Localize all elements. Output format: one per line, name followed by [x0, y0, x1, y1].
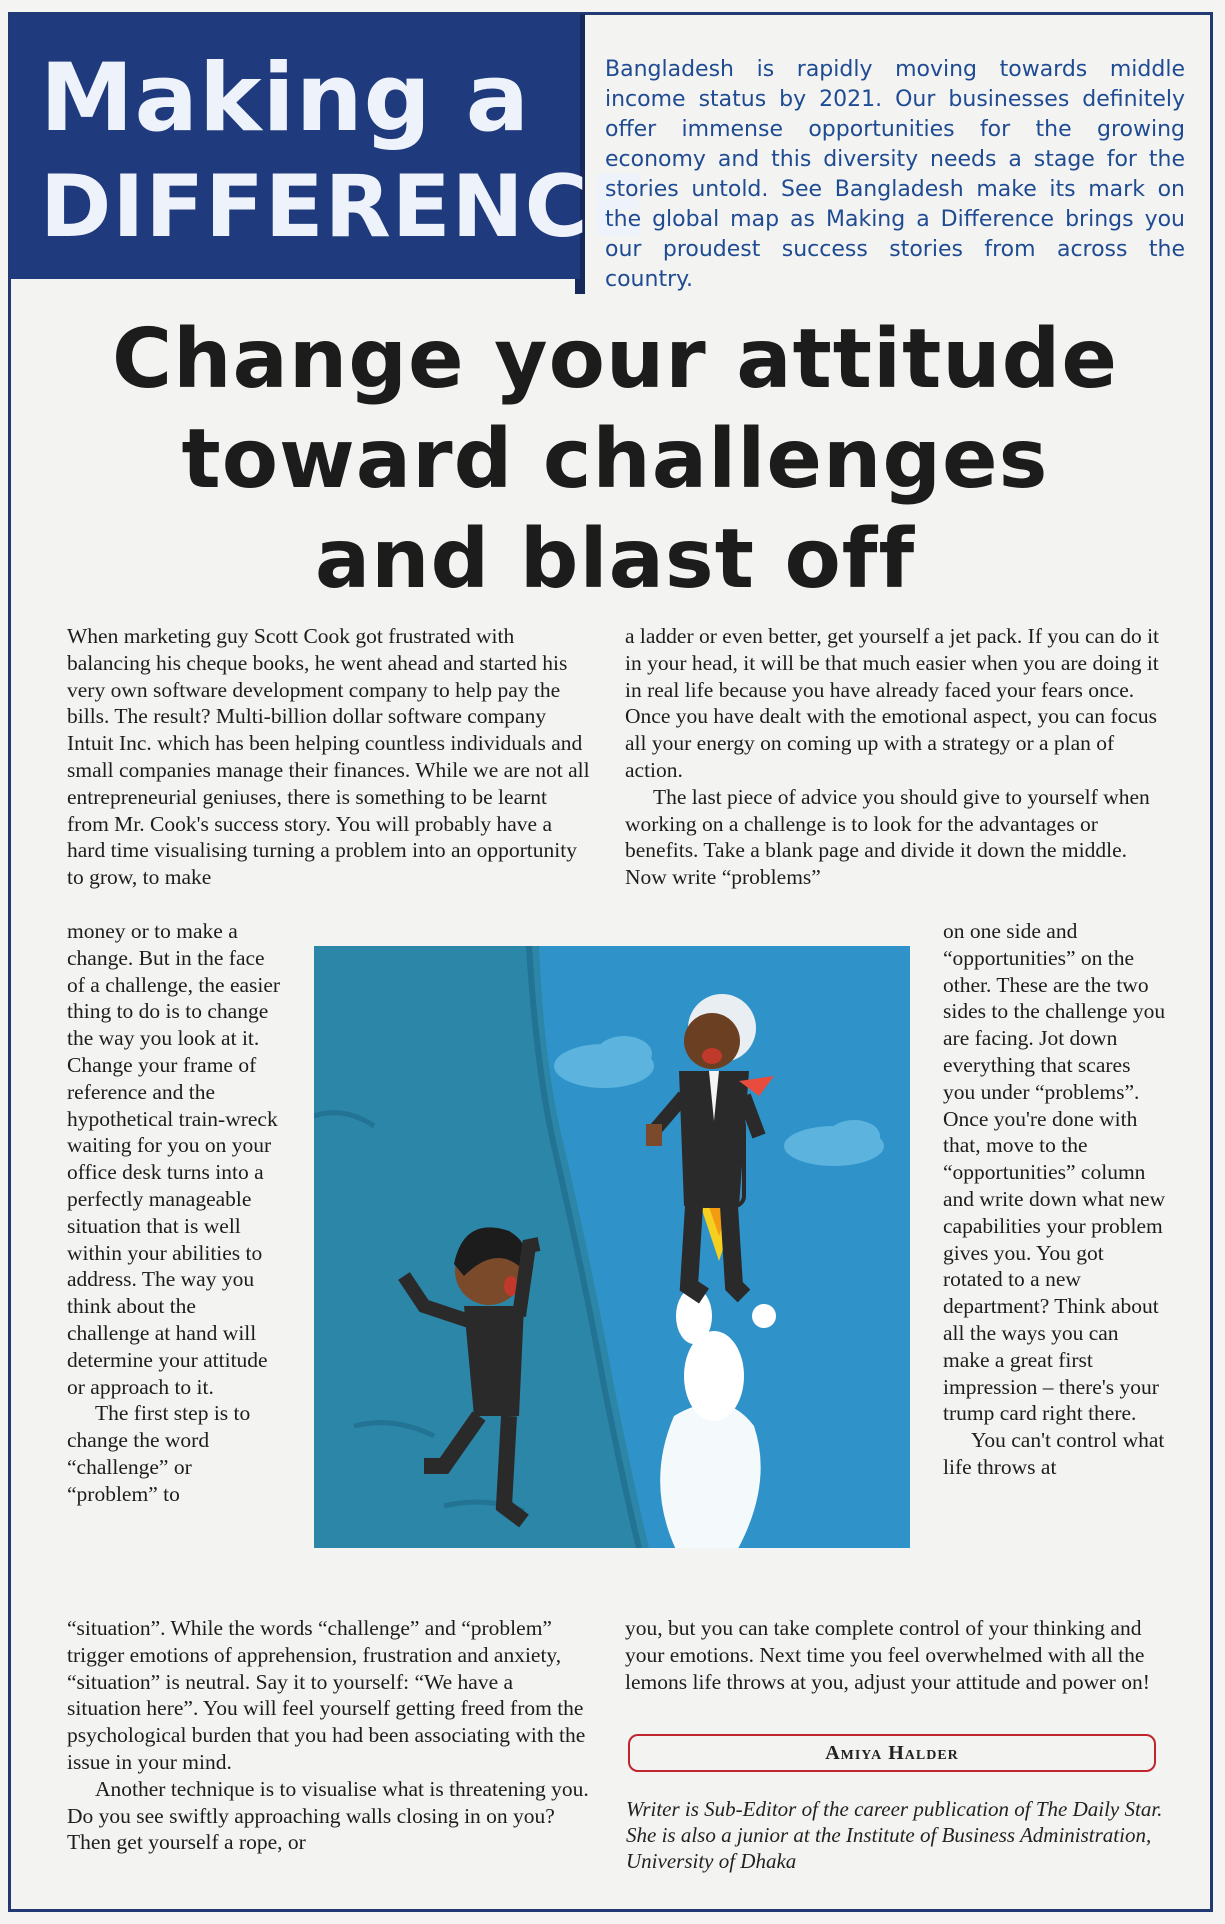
column-right-bottom — [625, 1615, 1160, 1695]
section-intro: Bangladesh is rapidly moving towards middle income status by 2021. Our businesses definitely offer immense opportunities for the growing economy and this diversity needs a stage for the stories untold. See Bangladesh make its mark on the global map as Making a Difference brings you our proudest success stories from across the country. — [605, 57, 1185, 292]
column-left-bottom — [67, 1615, 592, 1856]
author-byline: Amiya Halder — [628, 1734, 1156, 1772]
column-right-wrap — [943, 918, 1168, 1481]
paragraph: “situation”. While the words “challenge” and “problem” trigger emotions of apprehension, frustration and anxiety, “situation” is neutral. Say it to yourself: “We have a situation here”. You will feel yourself getting freed from the psychological burden that you had been associating with the issue in your mind. — [67, 1616, 586, 1774]
paragraph: The last piece of advice you should give to yourself when working on a challenge is to look for the advantages or benefits. Take a blank page and divide it down the middle. Now write “problems” — [625, 784, 1150, 890]
paragraph: The first step is to change the word “challenge” or “problem” to — [67, 1401, 251, 1506]
paragraph: on one side and “opportunities” on the other. These are the two sides to the challenge you are facing. Jot down everything that scares you under “problems”. Once you're done with that, move to the “opportunities” column and write down what new capabilities your problem gives you. You got rotated to a new department? Think about all the ways you can make a great first impression – there's your trump card right there. — [943, 919, 1166, 1426]
illustration-graphic — [314, 946, 910, 1548]
banner-title-line1: Making a — [40, 44, 531, 153]
column-left-top — [67, 623, 592, 891]
headline-line1: Change your attitude — [111, 312, 1118, 407]
paragraph: money or to make a change. But in the face of a challenge, the easier thing to do is to change the way you look at it. Change your frame of reference and the hypothetical train-wreck waiting for you on your office desk turns into a perfectly manageable situation that is well within your abilities to address. The way you think about the challenge at hand will determine your attitude or approach to it. — [67, 919, 281, 1399]
article-headline — [60, 310, 1170, 610]
paragraph: When marketing guy Scott Cook got frustrated with balancing his cheque books, he went ahead and started his very own software development company to help pay the bills. The result? Multi-billion dollar software company Intuit Inc. which has been helping countless individuals and small companies manage their finances. While we are not all entrepreneurial geniuses, there is something to be learnt from Mr. Cook's success story. You will probably have a hard time visualising turning a problem into an opportunity to grow, to make — [67, 624, 590, 890]
author-note: Writer is Sub-Editor of the career publication of The Daily Star. She is also a junior at the Institute of Business Administration, University of Dhaka — [626, 1797, 1163, 1873]
headline-line2: toward challenges — [181, 412, 1049, 507]
section-banner — [10, 14, 649, 279]
headline-line3: and blast off — [314, 512, 916, 607]
banner-title-line2: DIFFERENCE — [40, 157, 649, 257]
paragraph: you, but you can take complete control of your thinking and your emotions. Next time you feel overwhelmed with all the lemons life throws at you, adjust your attitude and power on! — [625, 1616, 1150, 1694]
paragraph: You can't control what life throws at — [943, 1428, 1165, 1479]
paragraph: Another technique is to visualise what is threatening you. Do you see swiftly approaching walls closing in on you? Then get yourself a rope, or — [67, 1776, 589, 1855]
paragraph: a ladder or even better, get yourself a jet pack. If you can do it in your head, it will be that much easier when you are doing it in real life because you have already faced your fears once. Once you have dealt with the emotional aspect, you can focus all your energy on coming up with a strategy or a plan of action. — [625, 624, 1160, 782]
column-left-wrap — [67, 918, 282, 1508]
illustration-jetpack — [314, 946, 910, 1548]
column-right-top — [625, 623, 1160, 891]
